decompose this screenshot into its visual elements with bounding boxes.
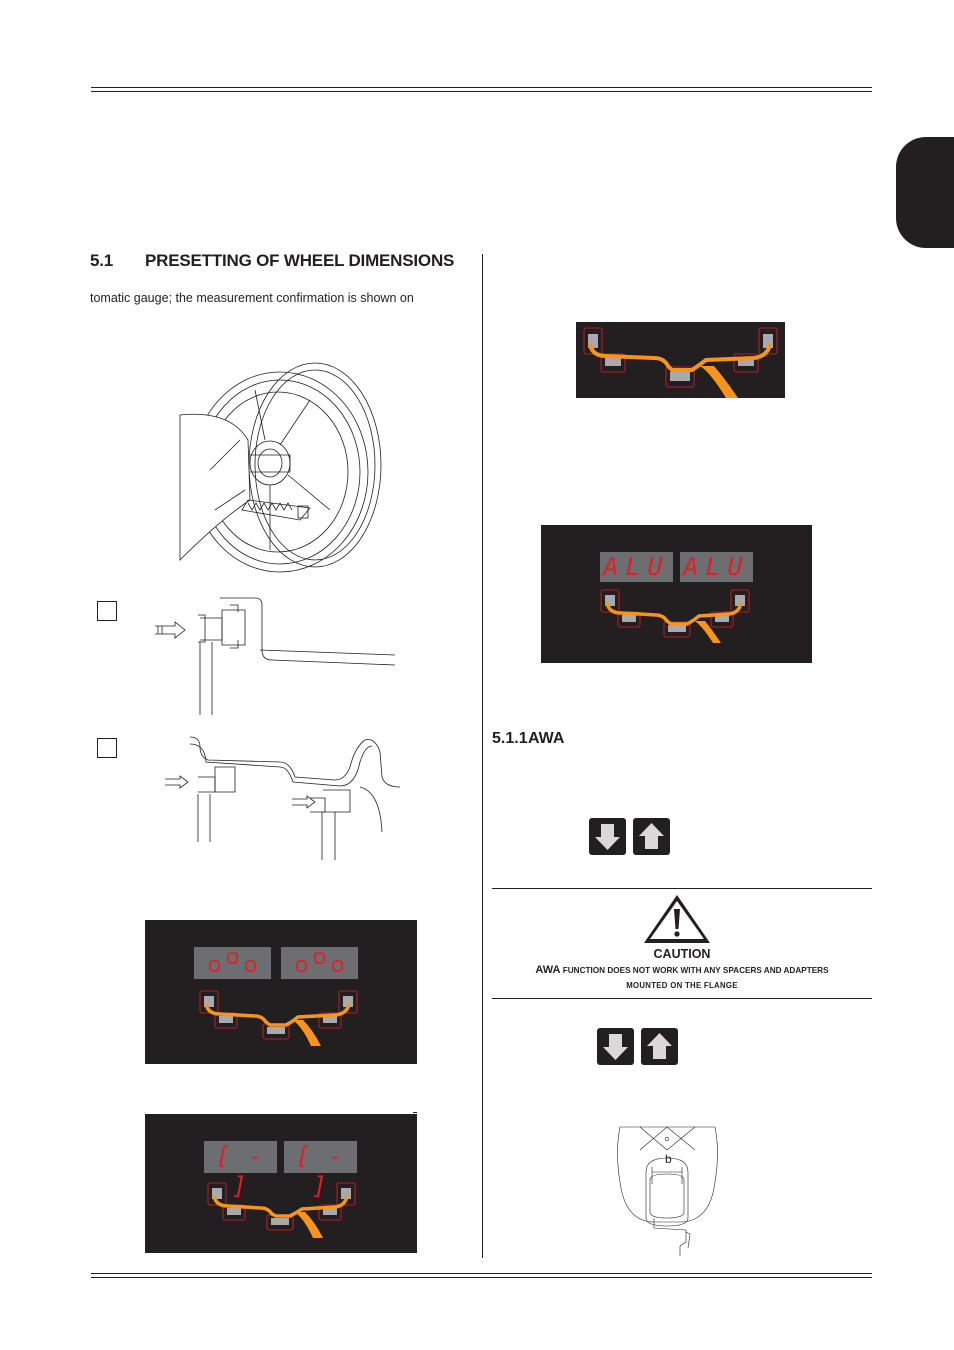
section-title: PRESETTING OF WHEEL DIMENSIONS <box>145 251 455 270</box>
section-number: 5.1 <box>90 251 114 270</box>
step-a-marker <box>97 601 117 621</box>
arrow-up-icon <box>633 818 670 855</box>
arrow-down-icon <box>597 1028 634 1065</box>
tyre-width-gauge-figure <box>610 1122 725 1257</box>
wheel-illustration <box>170 360 390 575</box>
warning-triangle-icon <box>641 892 713 946</box>
section-body-text: tomatic gauge; the measurement confirmation is shown on <box>90 291 414 305</box>
display-panel-profile <box>576 322 785 398</box>
caution-text-line-1 <box>492 964 872 976</box>
caution-bottom-rule <box>492 998 872 999</box>
footer-rule <box>91 1273 872 1278</box>
rim-profile-icon <box>576 322 785 398</box>
right-display-text: ALU <box>683 552 750 581</box>
down-key[interactable] <box>597 1028 634 1065</box>
caution-top-rule <box>492 888 872 889</box>
header-rule <box>91 87 872 92</box>
left-display-text: [ - ] <box>215 1142 266 1200</box>
caution-title: CAUTION <box>653 947 711 961</box>
subsection-number: 5.1.1 <box>492 730 528 747</box>
down-key[interactable] <box>589 818 626 855</box>
panel-edge-mark <box>413 1112 417 1113</box>
left-display-text: ALU <box>603 552 670 581</box>
up-key[interactable] <box>633 818 670 855</box>
rim-profile-icon <box>145 920 417 1064</box>
rim-profile-icon <box>541 525 812 663</box>
arrow-up-icon <box>641 1028 678 1065</box>
display-panel-circles <box>145 920 417 1064</box>
caution-awa: AWA <box>535 964 561 976</box>
display-panel-alu <box>541 525 812 663</box>
arrow-down-icon <box>589 818 626 855</box>
gauge-label: b <box>665 1152 672 1166</box>
rim-measure-figure-a <box>150 590 400 720</box>
rim-measure-figure-b <box>160 732 400 867</box>
column-separator <box>482 254 483 1258</box>
section-heading <box>90 251 454 271</box>
subsection-heading <box>492 730 564 748</box>
caution-text-line-2: MOUNTED ON THE FLANGE <box>626 981 738 990</box>
step-b-marker <box>97 738 117 758</box>
right-display-text: [ - ] <box>295 1142 346 1200</box>
subsection-title: AWA <box>528 730 565 747</box>
up-key[interactable] <box>641 1028 678 1065</box>
rim-profile-icon <box>145 1114 417 1253</box>
display-panel-brackets <box>145 1114 417 1253</box>
caution-text-rest: FUNCTION DOES NOT WORK WITH ANY SPACERS AND ADAPTERS <box>560 966 829 975</box>
language-tab <box>896 137 954 248</box>
